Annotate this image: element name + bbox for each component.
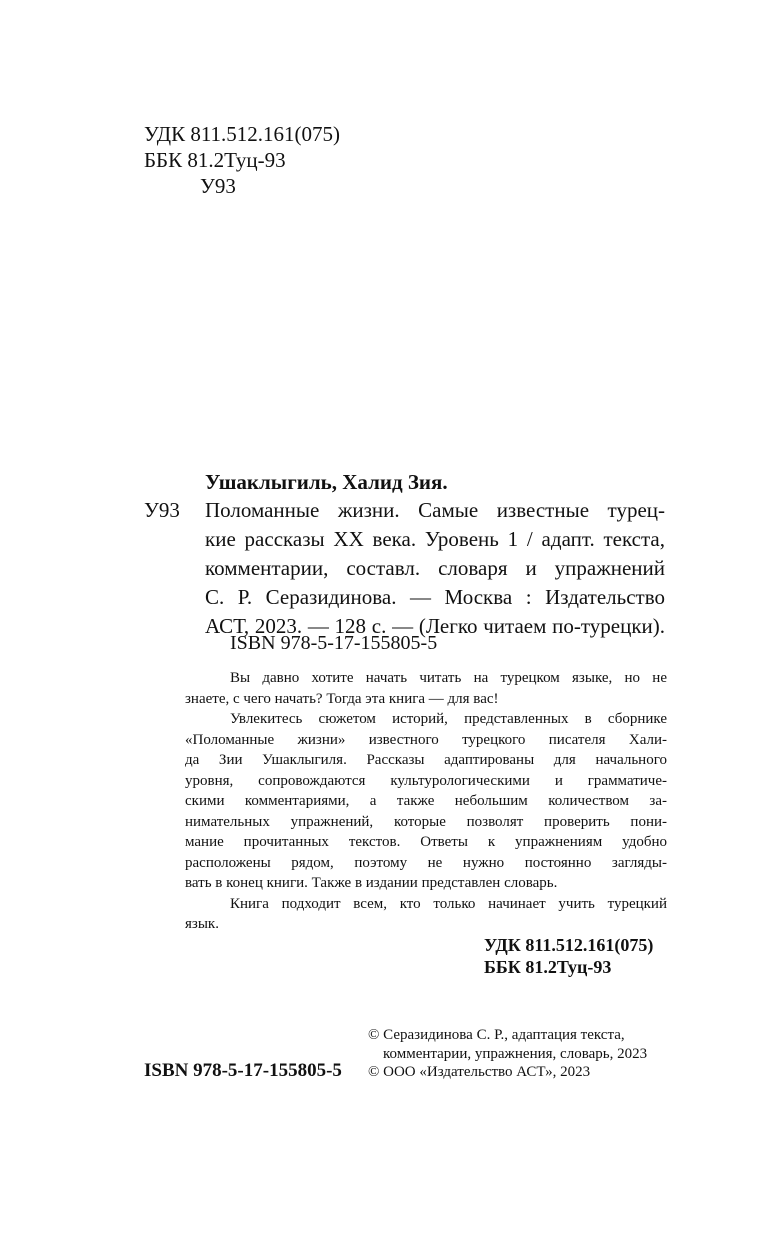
bbk-code-bold: ББК 81.2Туц-93 [484,957,612,977]
annotation-line: Увлекитесь сюжетом историй, представленных в сборнике [230,711,667,727]
isbn-bold: ISBN 978-5-17-155805-5 [144,1060,342,1081]
annotation-line: Книга подходит всем, кто только начинает учить турецкий [230,895,667,912]
entry-line: АСТ, 2023. — 128 с. — (Легко читаем по-турецки). [205,614,665,638]
copyright-author-line2: комментарии, упражнения, словарь, 2023 [383,1046,648,1062]
annotation-line: знаете, с чего начать? Тогда эта книга — для вас! [185,690,499,707]
entry-isbn: ISBN 978-5-17-155805-5 [230,632,438,654]
annotation-line: уровня, сопровождаются культурологическими и грамматиче- [185,772,667,789]
annotation-line: язык. [185,916,219,932]
entry-line: комментарии, составл. словаря и упражнений [205,556,665,580]
entry-author: Ушаклыгиль, Халид Зия. [205,470,448,494]
annotation-line: да Зии Ушаклыгиля. Рассказы адаптированы для начального [185,752,667,768]
entry-line: Поломанные жизни. Самые известные турец- [205,498,665,522]
annotation-line: расположены рядом, поэтому не нужно постоянно загляды- [185,854,667,871]
annotation-line: нимательных упражнений, которые позволят проверить пони- [185,813,667,830]
annotation [185,668,667,935]
udk-code-bold: УДК 811.512.161(075) [484,935,654,955]
annotation-line: вать в конец книги. Также в издании представлен словарь. [185,875,558,891]
udk-code: УДК 811.512.161(075) [144,122,341,146]
copyright-publisher: © ООО «Издательство АСТ», 2023 [368,1064,591,1080]
annotation-line: мание прочитанных текстов. Ответы к упражнениям удобно [185,834,667,850]
copyright-author-line1: © Серазидинова С. Р., адаптация текста, [368,1027,625,1043]
entry-author-mark: У93 [144,498,180,522]
bbk-code: ББК 81.2Туц-93 [144,148,286,172]
entry-line: кие рассказы XX века. Уровень 1 / адапт. текста, [205,527,665,551]
annotation-line: скими комментариями, а также небольшим количеством за- [185,793,667,809]
annotation-line: «Поломанные жизни» известного турецкого писателя Хали- [185,731,667,748]
author-mark: У93 [200,174,236,198]
annotation-line: Вы давно хотите начать читать на турецком языке, но не [230,670,667,686]
entry-description [205,496,665,641]
entry-line: С. Р. Серазидинова. — Москва : Издательство [205,585,665,609]
